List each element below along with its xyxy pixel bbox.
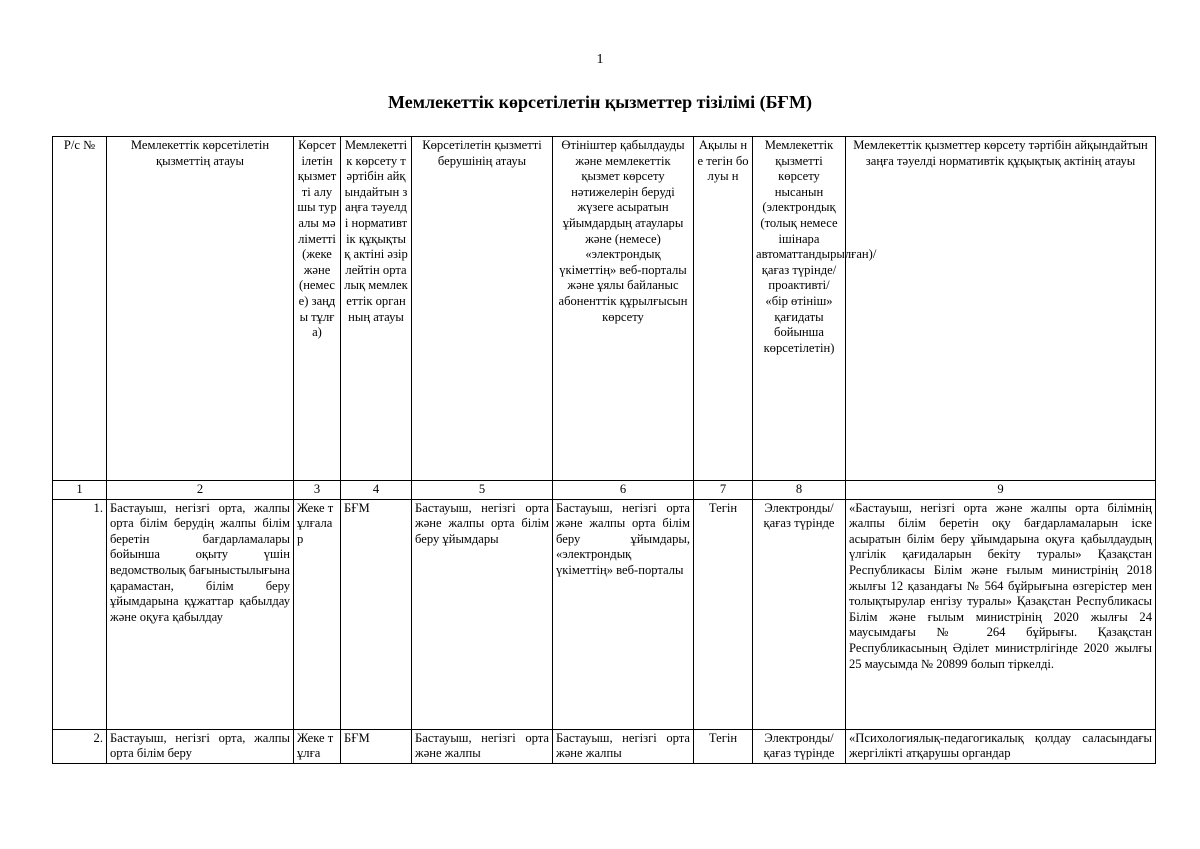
column-number: 5	[412, 481, 553, 500]
column-number: 4	[341, 481, 412, 500]
header-cell-provider: Көрсетілетін қызметті берушінің атауы	[412, 137, 553, 481]
table-row	[53, 499, 1156, 729]
services-registry-table	[52, 136, 1156, 764]
fee: Тегін	[694, 729, 753, 763]
header-cell-index: Р/с №	[53, 137, 107, 481]
provider: Бастауыш, негізгі орта және жалпы орта білім беру ұйымдары	[412, 499, 553, 729]
row-number: 2.	[53, 729, 107, 763]
header-cell-agency: Мемлекеттік көрсету тәртібін айқындайтын заңға тәуелді нормативтік құқықтық актіні әзірлейтін орталық мемлекеттік органның атауы	[341, 137, 412, 481]
column-number: 2	[107, 481, 294, 500]
fee: Тегін	[694, 499, 753, 729]
page-number: 1	[596, 52, 604, 67]
document-title: Мемлекеттік көрсетілетін қызметтер тізілімі (БҒМ)	[388, 92, 812, 112]
header-cell-service-name: Мемлекеттік көрсетілетін қызметтің атауы	[107, 137, 294, 481]
table-bottom-border	[52, 763, 1155, 764]
service-name: Бастауыш, негізгі орта, жалпы орта білім берудің жалпы білім беретін бағдарламалары бойынша оқыту үшін ведомстволық бағыныстылығына қарамастан, білім беру ұйымдарына құжаттар қабылдау және оқуға қабылдау	[107, 499, 294, 729]
table-row	[53, 729, 1156, 763]
column-number: 8	[753, 481, 846, 500]
organizations: Бастауыш, негізгі орта және жалпы	[553, 729, 694, 763]
header-row	[53, 137, 1156, 481]
legal-act: «Бастауыш, негізгі орта және жалпы орта білімнің жалпы білім беретін оқу бағдарламаларын іске асыратын білім беру ұйымдарына оқуға қабылдаудың үлгілік қағидаларын бекіту туралы» Қазақстан Республикасы Білім және ғылым министрінің 2018 жылғы 12 қазандағы № 564 бұйрығына өзгерістер мен толықтырулар енгізу туралы» Қазақстан Республикасы Білім және ғылым министрінің 2020 жылғы 24 маусымдағы № 264 бұйрығы. Қазақстан Республикасының Әділет министрлігінде 2020 жылғы 25 маусымда № 20899 болып тіркелді.	[846, 499, 1156, 729]
agency: БҒМ	[341, 729, 412, 763]
column-number: 9	[846, 481, 1156, 500]
column-number: 1	[53, 481, 107, 500]
organizations: Бастауыш, негізгі орта және жалпы орта білім беру ұйымдары, «электрондық үкіметтің» веб-порталы	[553, 499, 694, 729]
header-cell-legal-act: Мемлекеттік қызметтер көрсету тәртібін айқындайтын заңға тәуелді нормативтік құқықтық актінің атауы	[846, 137, 1156, 481]
column-number: 3	[294, 481, 341, 500]
service-name: Бастауыш, негізгі орта, жалпы орта білім беру	[107, 729, 294, 763]
header-cell-recipient: Көрсетілетін қызметті алушы туралы мәліметті (жеке және (немесе) заңды тұлға)	[294, 137, 341, 481]
column-number: 7	[694, 481, 753, 500]
service-form: Электронды/ қағаз түрінде	[753, 729, 846, 763]
recipient: Жеке тұлғалар	[294, 499, 341, 729]
column-number: 6	[553, 481, 694, 500]
header-cell-fee: Ақылы не тегін болуы н	[694, 137, 753, 481]
header-cell-form: Мемлекеттік қызметті көрсету нысанын (электрондық (толық немесе ішінара автоматтандырылған)/ қағаз түрінде/ проактивті/ «бір өтініш» қағидаты бойынша көрсетілетін)	[753, 137, 846, 481]
provider: Бастауыш, негізгі орта және жалпы	[412, 729, 553, 763]
recipient: Жеке тұлға	[294, 729, 341, 763]
column-number-row	[53, 481, 1156, 500]
page-bottom-margin	[0, 764, 1200, 849]
service-form: Электронды/ қағаз түрінде	[753, 499, 846, 729]
legal-act: «Психологиялық-педагогикалық қолдау саласындағы жергілікті атқарушы органдар	[846, 729, 1156, 763]
header-cell-organizations: Өтініштер қабылдауды және мемлекеттік қызмет көрсету нәтижелерін беруді жүзеге асыратын ұйымдардың атаулары және (немесе) «электрондық үкіметтің» веб-порталы және ұялы байланыс абоненттік құрылғысын көрсету	[553, 137, 694, 481]
row-number: 1.	[53, 499, 107, 729]
agency: БҒМ	[341, 499, 412, 729]
